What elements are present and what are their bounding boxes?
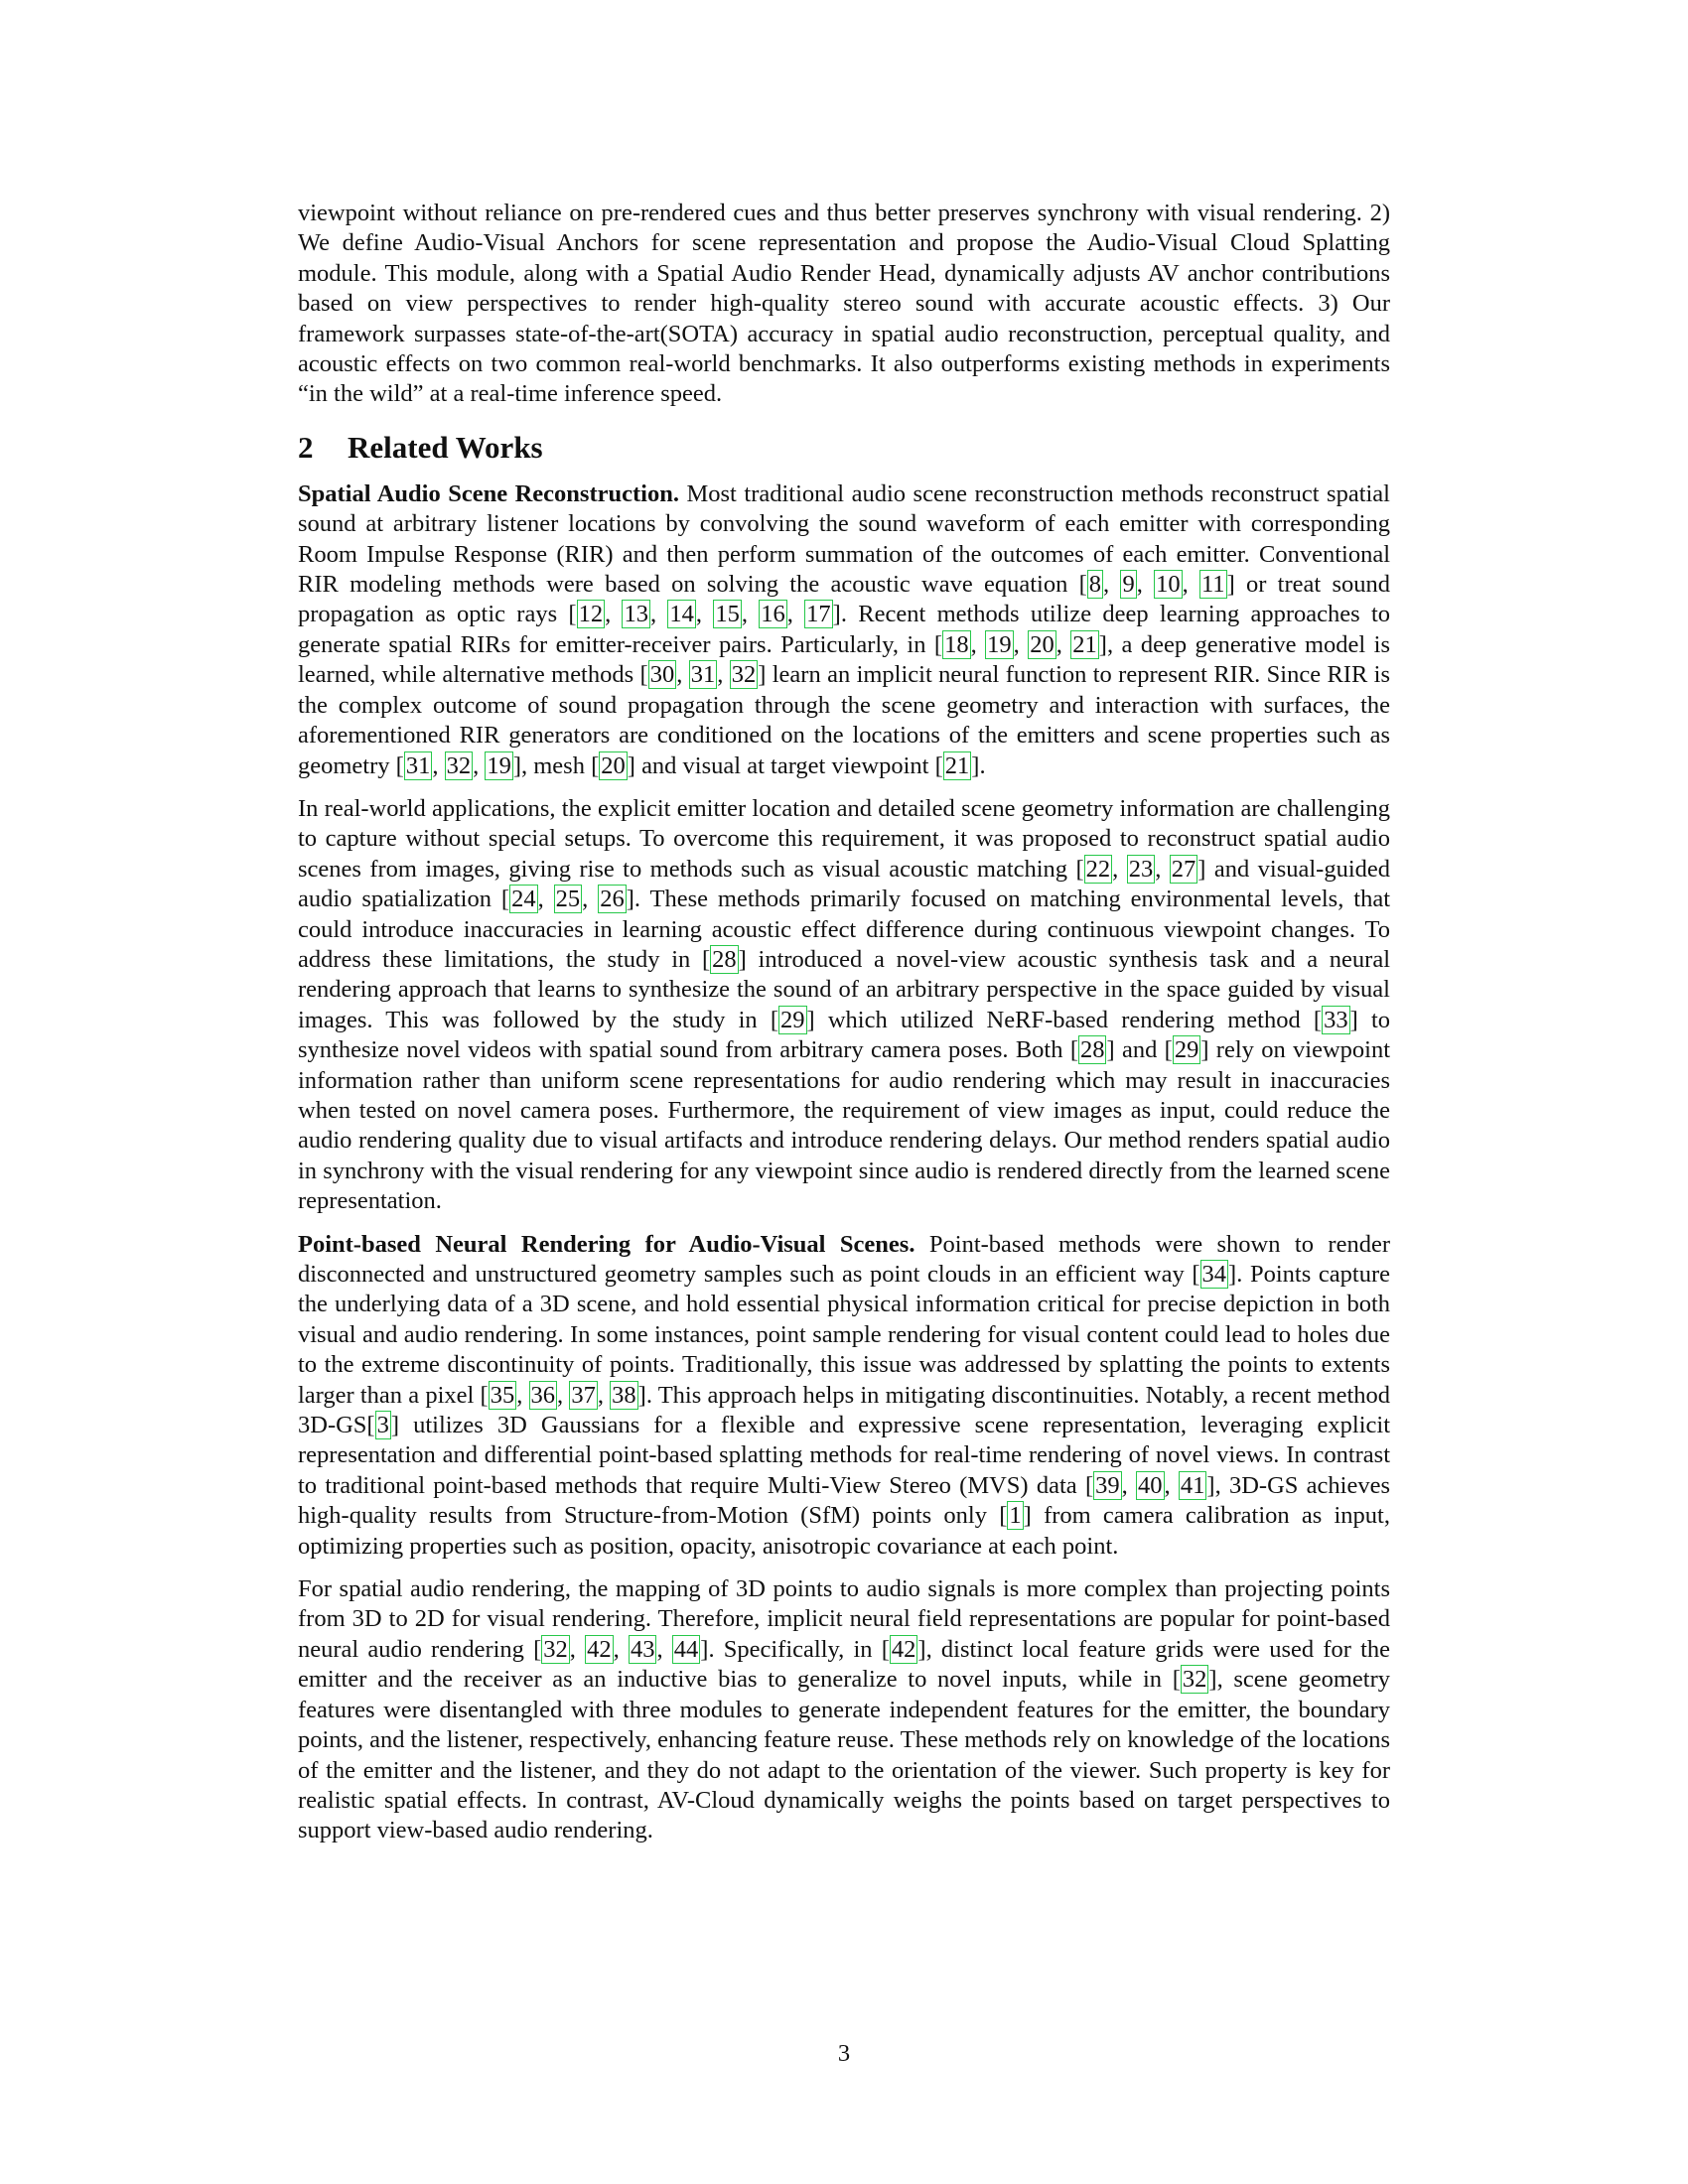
citation-link[interactable]: 36	[530, 1381, 556, 1409]
text-run: Most traditional audio scene reconstruction methods reconstruct spatial sound at arbitrary listener locations by convolving the sound waveform of each emitter with corresponding Room Impulse Response (RIR) and then perform summation of the outcomes of each emitter. Conventional RIR modeling methods were based on solving the acoustic wave equation	[298, 479, 1390, 599]
section-heading	[298, 430, 1390, 466]
citation-group: [34]	[1192, 1261, 1237, 1288]
citation-group: [30, 31, 32]	[639, 661, 767, 689]
citation-group: [42]	[881, 1635, 926, 1663]
citation-link[interactable]: 39	[1095, 1471, 1120, 1499]
citation-link[interactable]: 21	[944, 751, 970, 779]
citation-link[interactable]: 29	[1174, 1036, 1199, 1064]
citation-link[interactable]: 15	[715, 601, 740, 628]
citation-link[interactable]: 14	[669, 601, 694, 628]
citation-group: [21]	[934, 751, 980, 779]
text-run: Point-based methods were shown to render disconnected and unstructured geometry samples such as point clouds in an efficient way	[298, 1230, 1390, 1288]
text-run: . Points capture the underlying data of a 3D scene, and hold essential physical information critical for precise depiction in both visual and audio rendering. In some instances, point sample rendering for visual content could lead to holes due to the extreme discontinuity of points. Traditionally, this issue was addressed by splatting the points to extents larger than a pixel	[298, 1261, 1390, 1409]
text-run: viewpoint without reliance on pre-rendered cues and thus better preserves synchrony with visual rendering. 2) We define Audio-Visual Anchors for scene representation and propose the Audio-Visual Cloud Splatting module. This module, along with a Spatial Audio Render Head, dynamically adjusts AV anchor contributions based on view perspectives to render high-quality stereo sound with accurate acoustic effects. 3) Our framework surpasses state-of-the-art(SOTA) accuracy in spatial audio reconstruction, perceptual quality, and acoustic effects on two common real-world benchmarks. It also outperforms existing methods in experiments “in the wild” at a real-time inference speed.	[298, 200, 1390, 408]
text-run: or treat sound propagation as optic rays	[298, 571, 1390, 628]
citation-link[interactable]: 24	[511, 886, 536, 913]
citation-group: [1]	[999, 1502, 1032, 1530]
citation-link[interactable]: 31	[405, 751, 431, 779]
citation-group: [8, 9, 10, 11]	[1078, 571, 1235, 599]
spatial-audio-body	[298, 480, 1390, 780]
text-run: and visual-guided audio spatialization	[298, 855, 1390, 913]
text-run: and	[1114, 1036, 1165, 1064]
text-run: , 3D-GS achieves high-quality results from Structure-from-Motion (SfM) points only	[298, 1471, 1391, 1530]
citation-link[interactable]: 42	[587, 1635, 612, 1663]
citation-link[interactable]: 17	[806, 601, 831, 628]
text-run: In real-world applications, the explicit emitter location and detailed scene geometry information are challenging to capture without special setups. To overcome this requirement, it was proposed to reconstruct spatial audio scenes from images, giving rise to methods such as visual acoustic matching	[298, 794, 1390, 883]
citation-group: [28]	[702, 945, 747, 973]
citation-link[interactable]: 42	[891, 1635, 916, 1663]
text-run: .	[979, 751, 986, 779]
citation-group: [29]	[1164, 1036, 1209, 1064]
citation-link[interactable]: 25	[555, 886, 581, 913]
text-run: learn an implicit neural function to represent RIR. Since RIR is the complex outcome of sound propagation through the scene geometry and interaction with surfaces, the aforementioned RIR generators are conditioned on the locations of the emitters and scene properties such as geometry	[298, 661, 1391, 779]
spatial-audio-run-in-heading: Spatial Audio Scene Reconstruction.	[298, 479, 679, 507]
citation-link[interactable]: 32	[1182, 1666, 1207, 1694]
text-run: which utilized NeRF-based rendering method	[814, 1006, 1314, 1033]
citation-group: [20]	[591, 751, 635, 779]
citation-link[interactable]: 29	[780, 1006, 805, 1033]
citation-group: [32, 42, 43, 44]	[533, 1635, 709, 1663]
spatial-rendering-paragraph	[298, 1574, 1390, 1846]
citation-link[interactable]: 18	[944, 630, 969, 658]
point-based-body	[298, 1231, 1390, 1560]
point-based-paragraph	[298, 1230, 1390, 1562]
citation-group: [29]	[770, 1006, 815, 1033]
citation-link[interactable]: 32	[543, 1635, 568, 1663]
text-run: , mesh	[521, 751, 592, 779]
citation-link[interactable]: 23	[1128, 855, 1154, 883]
citation-link[interactable]: 44	[673, 1635, 699, 1663]
citation-link[interactable]: 20	[1030, 630, 1055, 658]
citation-link[interactable]: 21	[1072, 630, 1097, 658]
citation-link[interactable]: 40	[1138, 1471, 1163, 1499]
paper-page	[298, 199, 1390, 1859]
citation-group: [24, 25, 26]	[500, 886, 634, 913]
citation-link[interactable]: 30	[649, 661, 675, 689]
citation-link[interactable]: 38	[612, 1381, 636, 1409]
citation-link[interactable]: 41	[1180, 1471, 1205, 1499]
citation-link[interactable]: 19	[987, 630, 1012, 658]
citation-link[interactable]: 35	[490, 1381, 515, 1409]
citation-group: [39, 40, 41]	[1084, 1471, 1215, 1499]
citation-link[interactable]: 22	[1085, 855, 1111, 883]
citation-link[interactable]: 10	[1156, 571, 1181, 599]
section-title: Related Works	[348, 429, 543, 465]
citation-link[interactable]: 34	[1201, 1261, 1227, 1288]
citation-link[interactable]: 11	[1200, 571, 1225, 599]
citation-link[interactable]: 13	[624, 601, 648, 628]
intro-tail-paragraph	[298, 199, 1390, 410]
citation-link[interactable]: 12	[578, 601, 604, 628]
text-run: from camera calibration as input, optimizing properties such as position, opacity, anisotropic covariance at each point.	[298, 1502, 1390, 1560]
citation-link[interactable]: 28	[1079, 1036, 1105, 1064]
citation-link[interactable]: 33	[1324, 1006, 1348, 1033]
citation-link[interactable]: 26	[600, 886, 625, 913]
text-run: introduced a novel-view acoustic synthesis task and a neural rendering approach that learns to synthesize the sound of an arbitrary perspective in the space guided by visual images. This was followed by the study in	[298, 945, 1390, 1033]
citation-group: [18, 19, 20, 21]	[933, 630, 1107, 658]
citation-group: [3]	[366, 1412, 400, 1439]
spatial-audio-paragraph	[298, 479, 1390, 781]
point-based-run-in-heading: Point-based Neural Rendering for Audio-Visual Scenes.	[298, 1230, 915, 1258]
text-run: and visual at target viewpoint	[634, 751, 935, 779]
text-run: , scene geometry features were disentangled with three modules to generate independent features for the emitter, the boundary points, and the listener, respectively, enhancing feature reuse. These methods rely on knowledge of the locations of the emitter and the listener, and they do not adapt to the orientation of the viewer. Such property is key for realistic spatial effects. In contrast, AV-Cloud dynamically weighs the points based on target perspectives to support view-based audio rendering.	[298, 1666, 1390, 1844]
text-run: . Recent methods utilize deep learning approaches to generate spatial RIRs for emitter-receiver pairs. Particularly, in	[298, 601, 1391, 658]
citation-group: [33]	[1313, 1006, 1358, 1033]
citation-group: [31, 32, 19]	[395, 751, 521, 779]
real-world-paragraph	[298, 794, 1390, 1217]
text-run: . This approach helps in mitigating discontinuities. Notably, a recent method 3D-GS	[298, 1381, 1391, 1439]
citation-link[interactable]: 9	[1122, 571, 1135, 599]
citation-link[interactable]: 19	[487, 751, 511, 779]
citation-link[interactable]: 3	[376, 1412, 389, 1439]
text-run: . Specifically, in	[708, 1635, 882, 1663]
page-number: 3	[837, 2040, 851, 2067]
citation-link[interactable]: 27	[1171, 855, 1196, 883]
citation-link[interactable]: 32	[731, 661, 757, 689]
text-run: rely on viewpoint information rather than uniform scene representations for audio rendering which may result in inaccuracies when tested on novel camera poses. Furthermore, the requirement of view images as input, could reduce the audio rendering quality due to visual artifacts and introduce rendering delays. Our method renders spatial audio in synchrony with the visual rendering for any viewpoint since audio is rendered directly from the learned scene representation.	[298, 1036, 1391, 1215]
text-run: to synthesize novel videos with spatial sound from arbitrary camera poses. Both	[298, 1006, 1390, 1064]
citation-group: [22, 23, 27]	[1075, 855, 1206, 883]
citation-group: [32]	[1172, 1666, 1217, 1694]
citation-link[interactable]: 28	[712, 945, 737, 973]
citation-link[interactable]: 1	[1009, 1502, 1022, 1530]
text-run: . These methods primarily focused on matching environmental levels, that could introduce inaccuracies in learning acoustic effect difference during continuous viewpoint changes. To address these limitations, the study in	[298, 886, 1391, 973]
citation-link[interactable]: 8	[1088, 571, 1102, 599]
citation-link[interactable]: 37	[571, 1381, 596, 1409]
citation-group: [12, 13, 14, 15, 16, 17]	[568, 601, 841, 628]
citation-link[interactable]: 32	[446, 751, 472, 779]
text-run: For spatial audio rendering, the mapping of 3D points to audio signals is more complex than projecting points from 3D to 2D for visual rendering. Therefore, implicit neural field representations are popular for point-based neural audio rendering	[298, 1575, 1390, 1663]
citation-group: [28]	[1069, 1036, 1115, 1064]
citation-link[interactable]: 31	[690, 661, 716, 689]
citation-link[interactable]: 43	[630, 1635, 655, 1663]
citation-group: [35, 36, 37, 38]	[480, 1381, 646, 1409]
text-run: utilizes 3D Gaussians for a flexible and expressive scene representation, leveraging explicit representation and differential point-based splatting methods for real-time rendering of novel views. In contrast to traditional point-based methods that require Multi-View Stereo (MVS) data	[298, 1412, 1390, 1499]
section-number: 2	[298, 429, 314, 465]
citation-link[interactable]: 20	[601, 751, 626, 779]
text-run: , distinct local feature grids were used for the emitter and the receiver as an inductive bias to generalize to novel inputs, while in	[298, 1635, 1391, 1694]
text-run: , a deep generative model is learned, while alternative methods	[298, 630, 1390, 689]
citation-link[interactable]: 16	[761, 601, 785, 628]
